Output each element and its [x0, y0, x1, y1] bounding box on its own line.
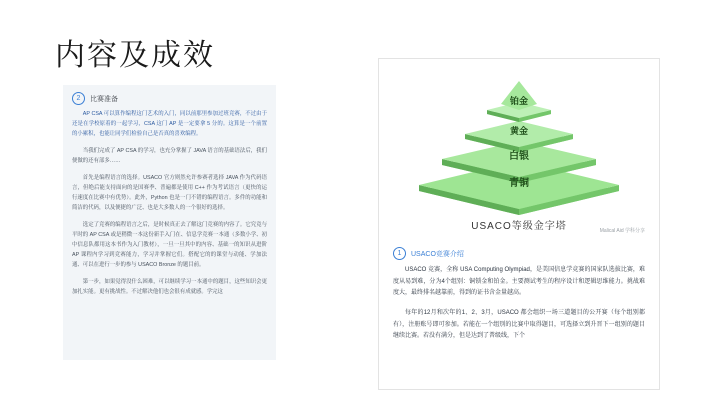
page-title: 内容及成效: [55, 38, 215, 73]
left-article-card: [63, 85, 276, 360]
left-article-header: [63, 85, 276, 109]
usaco-intro-header: [379, 247, 659, 265]
pyramid-label-bronze: 青铜: [509, 178, 529, 189]
usaco-intro-body: [379, 265, 659, 343]
left-article-body: [63, 109, 276, 297]
section-number-badge: 1: [393, 247, 406, 260]
section-number-badge: 2: [72, 92, 85, 105]
article-paragraph: 首先是编程语言的选择。USACO 官方则然允许参赛者选择 JAVA 作为代码语言，但绝后能支持面向的是国赛季、普遍都是使用 C++ 作为考试语言（更快的运行速度在比赛中有优势）。此外，Python 也是一门不错的编程语言。多件的功能和简洁的代码，以及便捷的广泛、也是大多数人的一个很好的选择。: [72, 175, 267, 211]
section-header-label: USACO竞赛介绍: [411, 250, 464, 258]
pyramid-credit: Malical Aid 学科分享: [599, 228, 645, 234]
pyramid-diagram: [379, 59, 659, 234]
article-paragraph: 第一步，如果觉得没什么困难，可以继续学习一本通中的题目，这些知识会更加扎实能。更有挑战性。不过解决他们也会很有成就感。学完这: [72, 279, 267, 295]
section-header-label: 比赛准备: [90, 95, 118, 103]
right-panel: [378, 58, 660, 390]
pyramid-svg: [379, 59, 659, 219]
article-paragraph: 当我们完成了 AP CSA 的学习，也充分掌握了 JAVA 语言的基础语法后，我们便做的还有部多……: [72, 148, 267, 164]
article-paragraph: 选定了竞赛的编程语言之后，是时候真正去了解这门竞赛的内容了。它究竟与平时的 AP CSA 或是稍微一本这份新手入门在、信息学竞赛一本通（多数小学、初中信息队都用这本书作为入门教材），一旦一旦其中的内容、基础一的知识从进阶 AP 课程内学习到竞赛能力，学习并掌握它们。搭配它的的课堂与动能、学加法通、可以在进行一步的参与 USACO Bronze 的题目前。: [72, 222, 267, 268]
intro-paragraph: 每年的12月和次年的1、2、3月，USACO 都会组织一场三道题目的公开赛（每个组别都有），注册账号即可参加。若能在一个组别的比赛中取得题目，可选择立到升晋下一组别的题目继续比赛。若没有满分，但是达到了普级线，下个: [393, 310, 645, 340]
pyramid-caption: USACO等级金字塔: [471, 221, 567, 232]
pyramid-label-gold: 黄金: [509, 126, 529, 136]
usaco-intro-section: [379, 247, 659, 351]
pyramid-label-platinum: 铂金: [509, 96, 529, 106]
article-paragraph: AP CSA 可以算作编程这门艺术的入门，同以前那里参加过班竞赛，不过由于还是在学校原着的一起学习，CSA 这门 AP 是一定要拿 5 分的。这算是一个前置的小累积，也能让同学们检验自己是否真的喜欢编程。: [72, 111, 267, 137]
pyramid-label-silver: 白银: [509, 151, 529, 162]
intro-paragraph: USACO 竞赛，全称 USA Computing Olympiad，是美国信息学竞赛的国家队选拔比赛，难度从易到难，分为4个组别：铜锁金和铂金。主要测试考生的程序设计和逻辑思维能力。挑战难度大，最终排名越靠前，得到的证书含金量越高。: [393, 267, 645, 297]
